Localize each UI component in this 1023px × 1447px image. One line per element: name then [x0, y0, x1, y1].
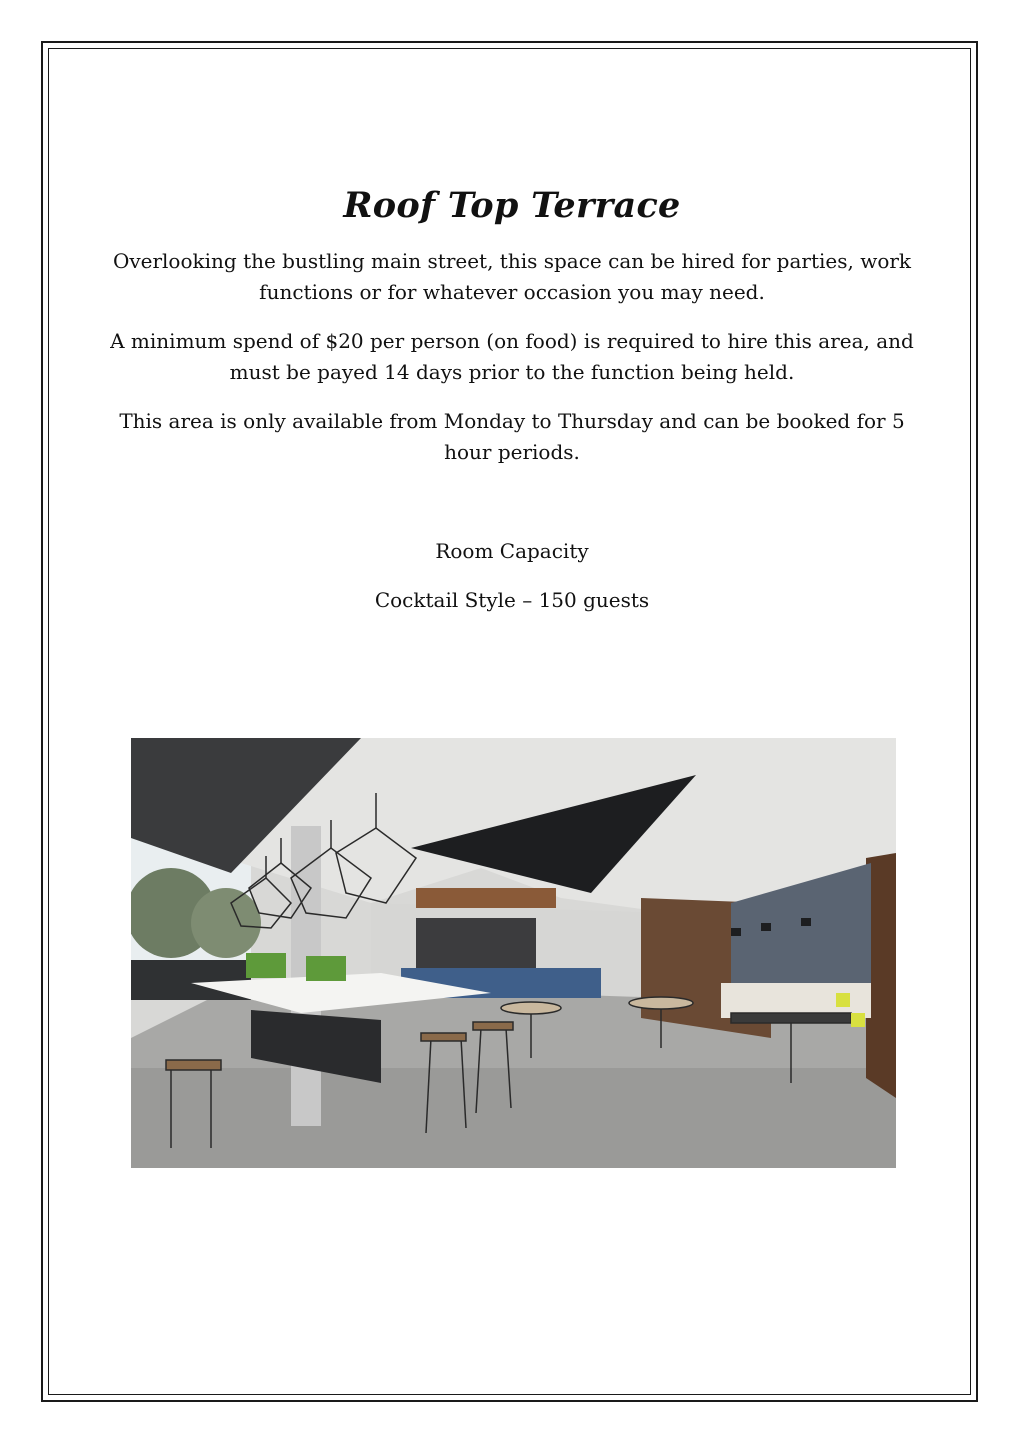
- description-paragraph-1: Overlooking the bustling main street, this space can be hired for parties, work functions or for whatever occasion you may need.: [112, 249, 912, 304]
- capacity-label: Room Capacity: [435, 539, 589, 563]
- capacity-value: Cocktail Style – 150 guests: [374, 588, 650, 612]
- description-paragraph-2: A minimum spend of $20 per person (on food) is required to hire this area, and must be payed 14 days prior to the function being held.: [110, 329, 914, 384]
- terrace-photo: [131, 738, 896, 1168]
- page-title: Roof Top Terrace: [343, 185, 681, 226]
- page-content: [110, 180, 914, 616]
- description-paragraph-3: This area is only available from Monday to Thursday and can be booked for 5 hour periods.: [119, 409, 905, 464]
- terrace-illustration: [131, 738, 896, 1168]
